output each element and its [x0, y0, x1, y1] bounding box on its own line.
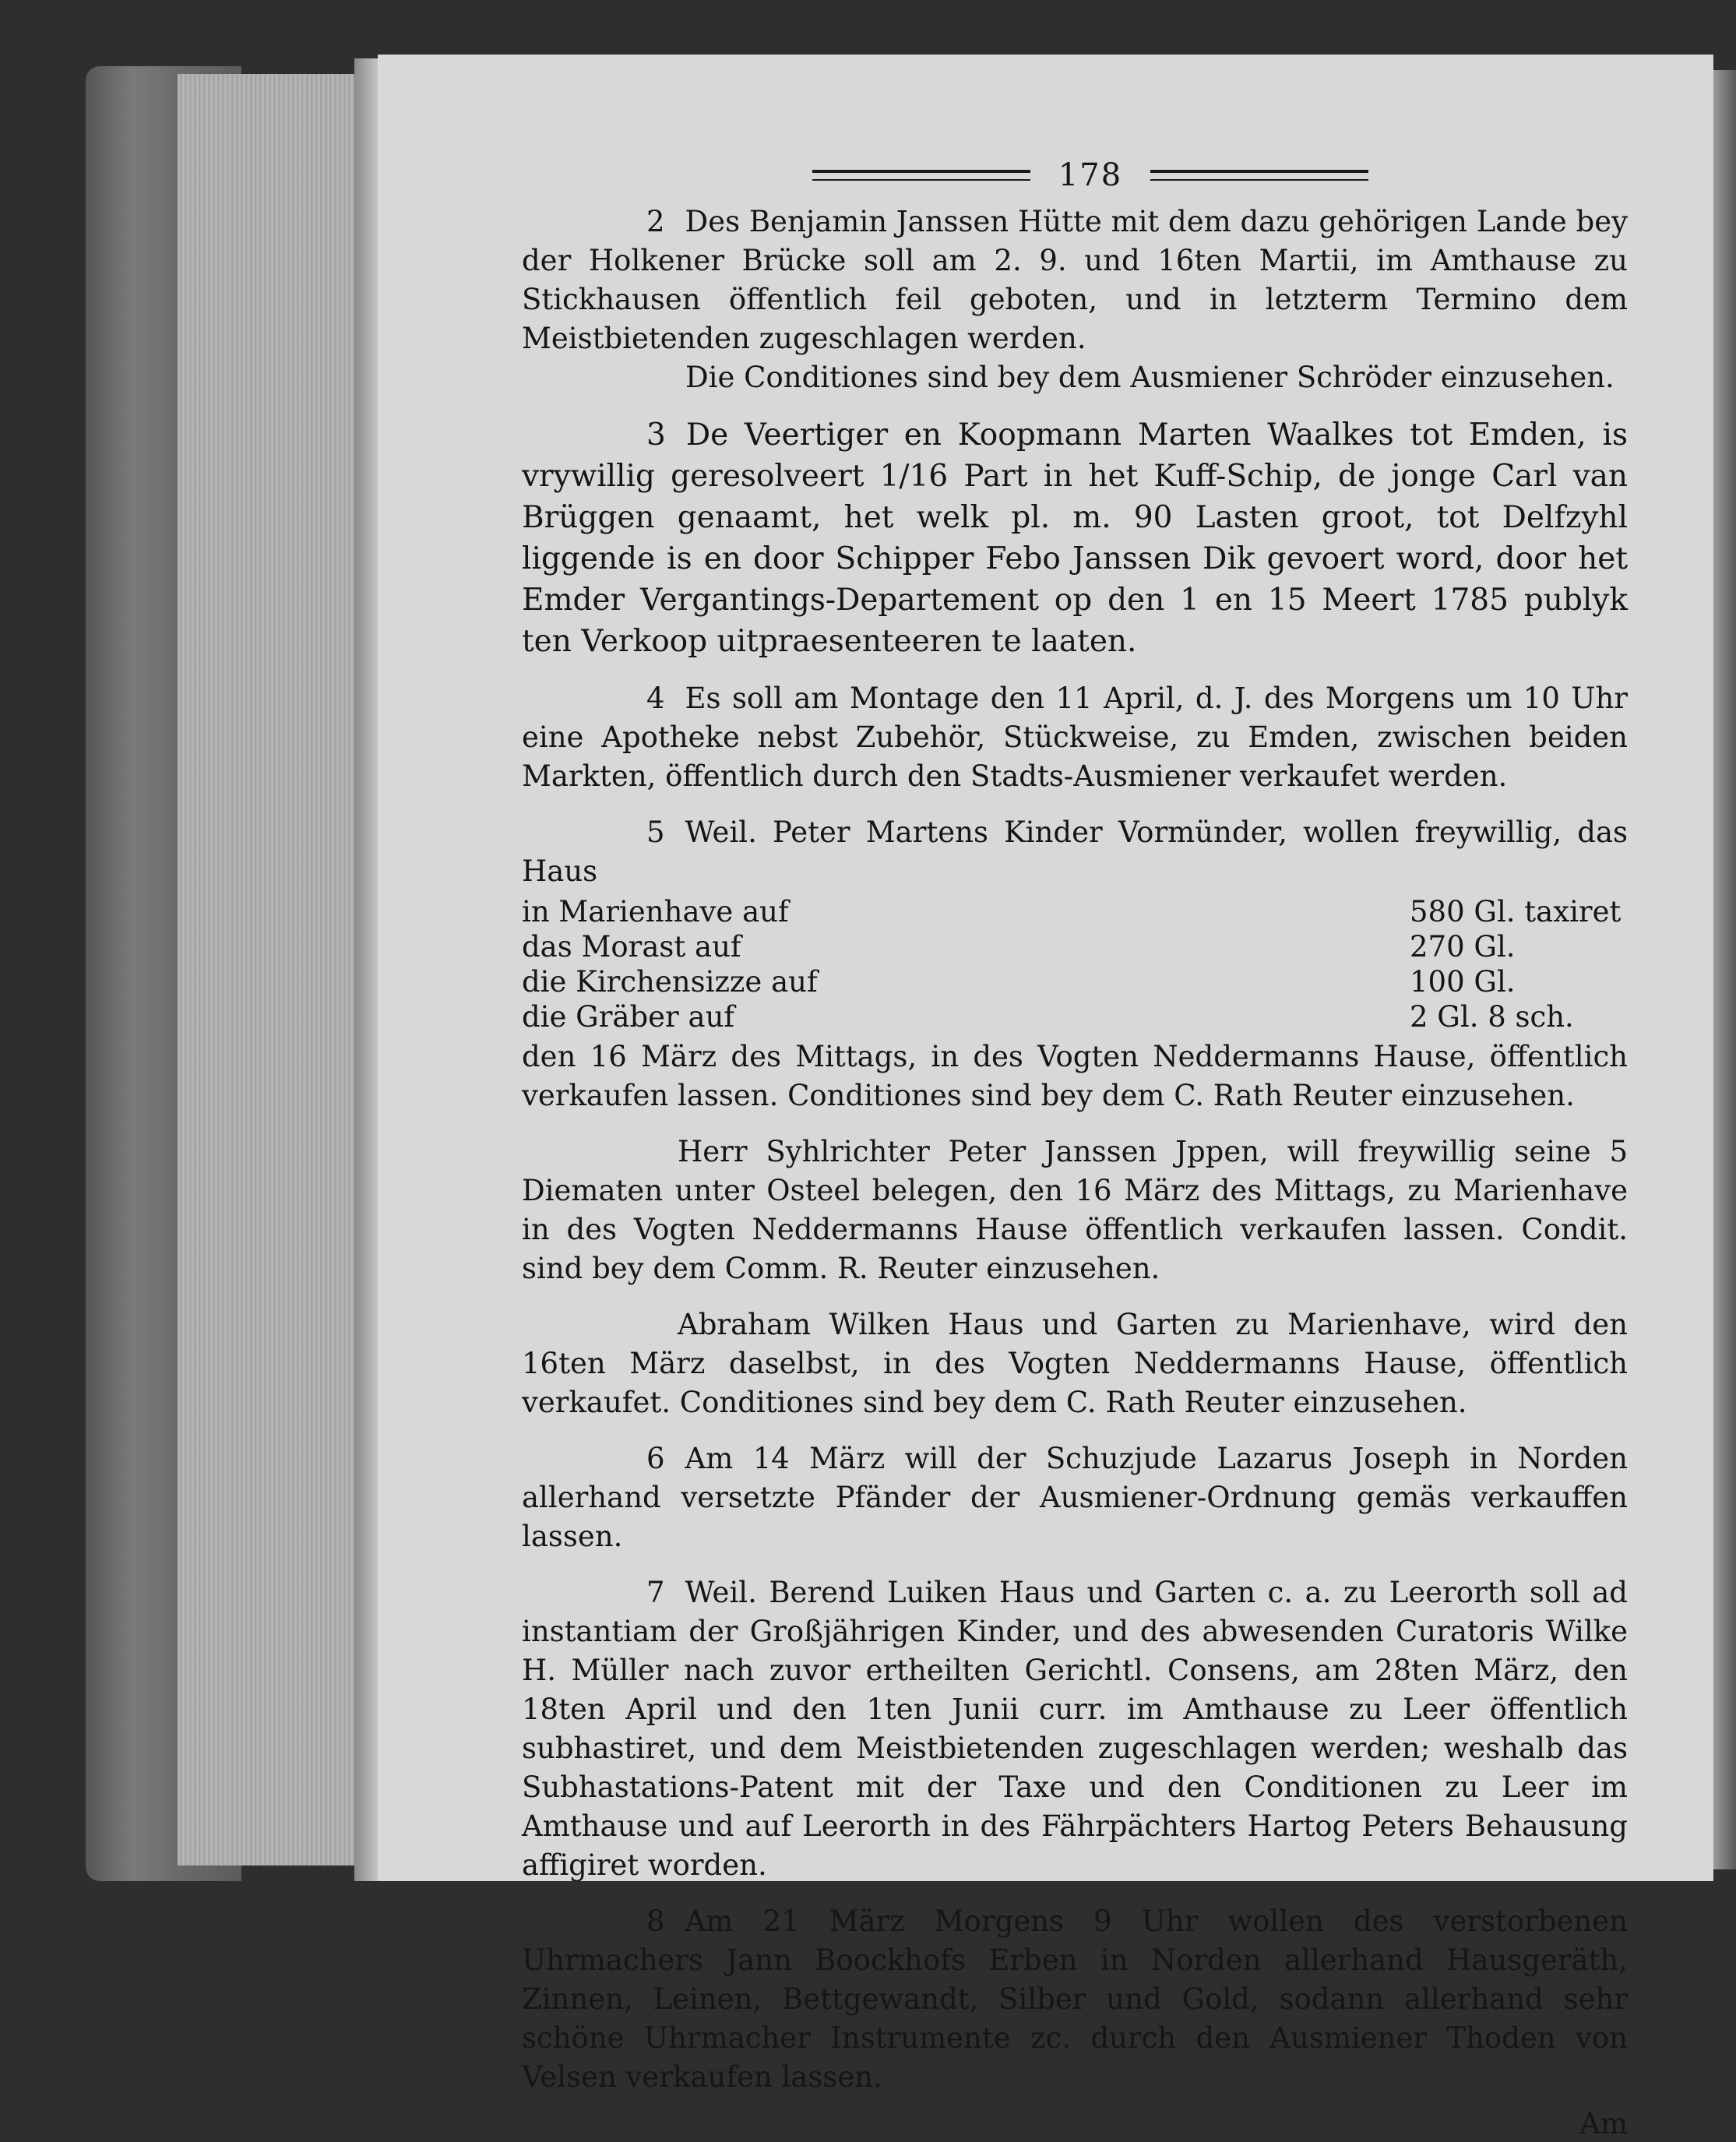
entry-text: Am 14 März will der Schuzjude Lazarus Joseph in Norden allerhand versetzte Pfänder der Ausmiener-Ordnung gemäs verkauffen lassen.: [522, 1442, 1628, 1553]
entry-number: 8: [646, 1904, 665, 1938]
page-header: [553, 148, 1628, 203]
entry-3: [522, 414, 1628, 662]
price-list: [522, 894, 1628, 1034]
entry-jppen: [522, 1133, 1628, 1288]
price-row: [522, 999, 1628, 1034]
entry-text-intro: Weil. Peter Martens Kinder Vormünder, wollen freywillig, das Haus: [522, 816, 1628, 888]
entry-number: 4: [646, 682, 665, 715]
catchword: Am: [1579, 2107, 1628, 2140]
price-value: 2 Gl. 8 sch.: [1410, 1000, 1574, 1034]
entry-number: 7: [646, 1576, 665, 1609]
entry-text-outro: den 16 März des Mittags, in des Vogten Neddermanns Hause, öffentlich verkaufen lassen. Conditiones sind bey dem C. Rath Reuter einzusehen.: [522, 1040, 1628, 1112]
entry-text: Weil. Berend Luiken Haus und Garten c. a. zu Leerorth soll ad instantiam der Großjährigen Kinder, und des abwesenden Curatoris Wilke H. Müller nach zuvor ertheilten Gerichtl. Consens, am 28ten März, den 18ten April und den 1ten Junii curr. im Amthause zu Leer öffentlich subhastiret, und dem Meistbietenden zugeschlagen werden; weshalb das Subhastations-Patent mit der Taxe und den Conditionen zu Leer im Amthause und auf Leerorth in des Fährpächters Hartog Peters Behausung affigiret worden.: [522, 1576, 1628, 1882]
entry-wilken: [522, 1305, 1628, 1422]
price-row: [522, 964, 1628, 999]
entry-text: Abraham Wilken Haus und Garten zu Marienhave, wird den 16ten März daselbst, in des Vogten Neddermanns Hause, öffentlich verkaufet. Conditiones sind bey dem C. Rath Reuter einzusehen.: [522, 1308, 1628, 1419]
header-rule-right: [1150, 170, 1368, 181]
header-rule-left: [812, 170, 1030, 181]
entry-number: 5: [646, 816, 665, 849]
price-label: das Morast auf: [522, 930, 741, 964]
price-row: [522, 929, 1628, 964]
entry-note: Die Conditiones sind bey dem Ausmiener Schröder einzusehen.: [685, 361, 1615, 394]
entry-2: [522, 203, 1628, 397]
entry-text: Des Benjamin Janssen Hütte mit dem dazu gehörigen Lande bey der Holkener Brücke soll am 2. 9. und 16ten Martii, im Amthause zu Stickhausen öffentlich feil geboten, und in letzterm Termino dem Meistbietenden zugeschlagen werden.: [522, 205, 1628, 355]
entry-number: 2: [646, 205, 665, 238]
entry-8: [522, 1902, 1628, 2097]
page-text: [522, 148, 1628, 2142]
entry-5: [522, 813, 1628, 1115]
price-label: die Gräber auf: [522, 1000, 735, 1034]
entry-7: [522, 1573, 1628, 1885]
price-label: die Kirchensizze auf: [522, 965, 818, 999]
price-value: 100 Gl.: [1410, 965, 1516, 999]
entry-number: 3: [646, 417, 666, 453]
page-edges: [178, 74, 372, 1865]
entry-6: [522, 1439, 1628, 1556]
facing-page-edge: [1713, 70, 1736, 1869]
entry-number: 6: [646, 1442, 665, 1475]
entry-4: [522, 679, 1628, 796]
price-value: 270 Gl.: [1410, 930, 1516, 964]
page-number: 178: [1058, 157, 1123, 193]
entry-text: Herr Syhlrichter Peter Janssen Jppen, will freywillig seine 5 Diematen unter Osteel belegen, den 16 März des Mittags, zu Marienhave in des Vogten Neddermanns Hause öffentlich verkaufen lassen. Condit. sind bey dem Comm. R. Reuter einzusehen.: [522, 1135, 1628, 1285]
entry-text: De Veertiger en Koopmann Marten Waalkes tot Emden, is vrywillig geresolveert 1/16 Part in het Kuff-Schip, de jonge Carl van Brüggen genaamt, het welk pl. m. 90 Lasten groot, tot Delfzyhl liggende is en door Schipper Febo Janssen Dik gevoert word, door het Emder Vergantings-Departement op den 1 en 15 Meert 1785 publyk ten Verkoop uitpraesenteeren te laaten.: [522, 417, 1628, 659]
price-row: [522, 894, 1628, 929]
price-value: 580 Gl. taxiret: [1410, 895, 1622, 928]
entry-text: Es soll am Montage den 11 April, d. J. des Morgens um 10 Uhr eine Apotheke nebst Zubehör, Stückweise, zu Emden, zwischen beiden Markten, öffentlich durch den Stadts-Ausmiener verkaufet werden.: [522, 682, 1628, 793]
entry-text: Am 21 März Morgens 9 Uhr wollen des verstorbenen Uhrmachers Jann Boockhofs Erben in Norden allerhand Hausgeräth, Zinnen, Leinen, Bettgewandt, Silber und Gold, sodann allerhand sehr schöne Uhrmacher Instrumente zc. durch den Ausmiener Thoden von Velsen verkaufen lassen.: [522, 1904, 1628, 2094]
price-label: in Marienhave auf: [522, 895, 789, 928]
